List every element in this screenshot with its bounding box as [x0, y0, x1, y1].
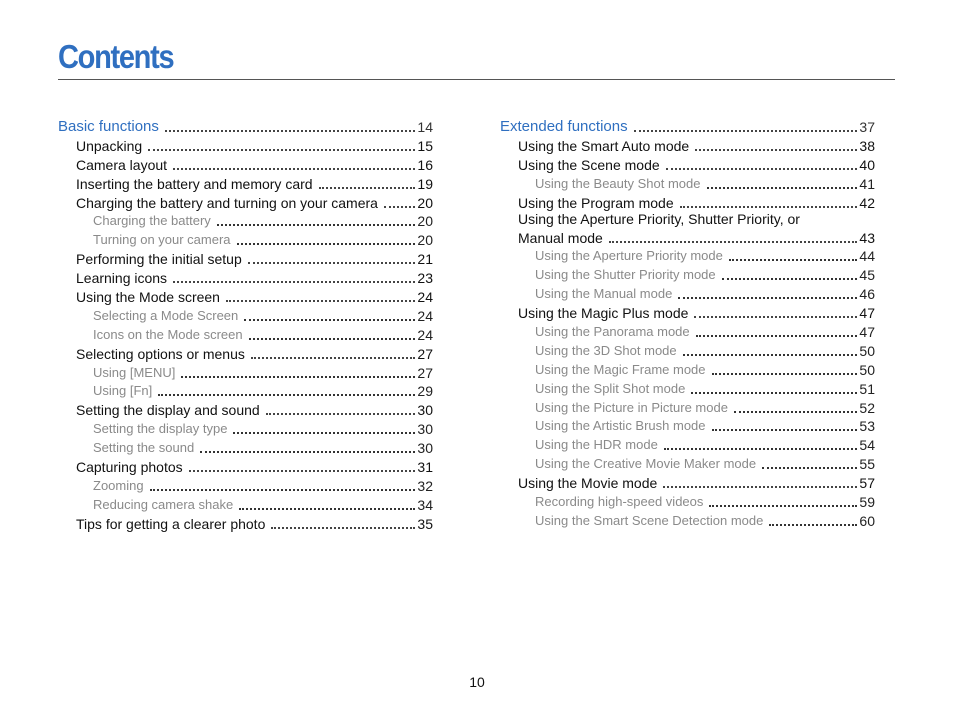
- toc-right-column: [500, 116, 875, 529]
- dot-leader: [709, 505, 857, 507]
- dot-leader: [707, 187, 858, 189]
- toc-entry-page: 53: [859, 418, 875, 435]
- toc-entry[interactable]: [500, 472, 875, 491]
- toc-entry-label: Setting the display type: [93, 421, 228, 437]
- toc-entry-page: 31: [417, 459, 433, 476]
- toc-entry[interactable]: [500, 416, 875, 435]
- toc-entry[interactable]: [58, 135, 433, 154]
- toc-entry-page: 50: [859, 342, 875, 359]
- toc-entry[interactable]: [500, 434, 875, 453]
- toc-entry-page: 42: [859, 194, 875, 211]
- page-number: 10: [469, 674, 485, 690]
- dot-leader: [165, 130, 416, 132]
- dot-leader: [729, 259, 858, 261]
- toc-entry[interactable]: [58, 229, 433, 248]
- toc-entry-page: 40: [859, 156, 875, 173]
- toc-entry-label: Using the Smart Auto mode: [518, 137, 690, 154]
- toc-entry[interactable]: [500, 192, 875, 211]
- toc-section-heading[interactable]: [500, 116, 875, 135]
- toc-entry[interactable]: [58, 154, 433, 173]
- dot-leader: [150, 489, 416, 491]
- toc-entry-label: Tips for getting a clearer photo: [76, 515, 266, 532]
- dot-leader: [217, 224, 416, 226]
- toc-entry[interactable]: [500, 359, 875, 378]
- toc-entry[interactable]: [500, 211, 875, 246]
- dot-leader: [233, 432, 415, 434]
- toc-entry-label: Using the Creative Movie Maker mode: [535, 456, 757, 472]
- toc-entry-label: Using [MENU]: [93, 364, 176, 380]
- toc-entry-page: 15: [417, 137, 433, 154]
- toc-section-heading[interactable]: [58, 116, 433, 135]
- toc-entry[interactable]: [58, 305, 433, 324]
- toc-entry[interactable]: [500, 154, 875, 173]
- toc-entry-label: Using the Movie mode: [518, 475, 658, 492]
- toc-entry-page: 19: [417, 175, 433, 192]
- toc-entry-page: 30: [417, 402, 433, 419]
- dot-leader: [189, 470, 416, 472]
- dot-leader: [696, 335, 858, 337]
- dot-leader: [158, 394, 415, 396]
- toc-entry-label: Selecting a Mode Screen: [93, 307, 239, 323]
- toc-entry[interactable]: [500, 491, 875, 510]
- toc-entry-page: 44: [859, 248, 875, 265]
- toc-entry-page: 37: [859, 119, 875, 135]
- toc-entry-label: Using the Mode screen: [76, 289, 220, 306]
- toc-entry-label: Using the Manual mode: [535, 286, 673, 302]
- toc-entry-label: Unpacking: [76, 137, 143, 154]
- dot-leader: [609, 241, 858, 243]
- toc-entry-label: Charging the battery: [93, 213, 211, 229]
- dot-leader: [181, 376, 415, 378]
- toc-entry-label: Selecting options or menus: [76, 345, 245, 362]
- toc-entry-label: Using the Magic Frame mode: [535, 361, 706, 377]
- toc-entry-label: Using the Beauty Shot mode: [535, 175, 701, 191]
- toc-entry-page: 24: [417, 307, 433, 324]
- toc-entry[interactable]: [58, 475, 433, 494]
- toc-entry[interactable]: [58, 324, 433, 343]
- toc-entry-label: Using the HDR mode: [535, 437, 658, 453]
- toc-entry-label: Using the Shutter Priority mode: [535, 267, 716, 283]
- toc-entry-page: 45: [859, 267, 875, 284]
- toc-entry[interactable]: [58, 211, 433, 230]
- toc-entry-label: Turning on your camera: [93, 232, 231, 248]
- toc-entry-label: Using the Aperture Priority mode: [535, 248, 723, 264]
- toc-entry-label: Using the Scene mode: [518, 156, 660, 173]
- toc-entry[interactable]: [58, 248, 433, 267]
- toc-entry-page: 55: [859, 456, 875, 473]
- toc-entry-page: 30: [417, 421, 433, 438]
- toc-entry-page: 14: [417, 119, 433, 135]
- toc-entry[interactable]: [500, 378, 875, 397]
- toc-entry-page: 54: [859, 437, 875, 454]
- toc-entry-label: Setting the sound: [93, 440, 195, 456]
- toc-entry-page: 59: [859, 494, 875, 511]
- dot-leader: [251, 357, 416, 359]
- dot-leader: [683, 354, 858, 356]
- toc-entry-label: Zooming: [93, 477, 144, 493]
- toc-entry[interactable]: [58, 513, 433, 532]
- toc-entry-label: Icons on the Mode screen: [93, 326, 243, 342]
- dot-leader: [271, 527, 415, 529]
- dot-leader: [244, 319, 415, 321]
- toc-entry-page: 24: [417, 326, 433, 343]
- toc-entry-label: Reducing camera shake: [93, 496, 234, 512]
- dot-leader: [694, 316, 857, 318]
- dot-leader: [148, 149, 415, 151]
- dot-leader: [200, 451, 415, 453]
- toc-entry-label: Inserting the battery and memory card: [76, 175, 313, 192]
- toc-entry[interactable]: [58, 343, 433, 362]
- dot-leader: [712, 429, 858, 431]
- dot-leader: [226, 300, 415, 302]
- toc-entry-page: 52: [859, 399, 875, 416]
- toc-entry[interactable]: [58, 381, 433, 400]
- toc-entry-label: Charging the battery and turning on your camera: [76, 194, 378, 211]
- toc-entry-page: 27: [417, 345, 433, 362]
- toc-entry[interactable]: [500, 302, 875, 321]
- toc-entry[interactable]: [58, 399, 433, 418]
- page-title: Contents: [58, 38, 174, 75]
- dot-leader: [678, 297, 857, 299]
- toc-entry[interactable]: [58, 192, 433, 211]
- toc-entry[interactable]: [58, 267, 433, 286]
- toc-entry[interactable]: [58, 362, 433, 381]
- toc-entry-page: 16: [417, 156, 433, 173]
- toc-entry-page: 35: [417, 515, 433, 532]
- toc-entry[interactable]: [500, 397, 875, 416]
- toc-entry-label: Camera layout: [76, 156, 168, 173]
- toc-entry[interactable]: [58, 418, 433, 437]
- toc-entry-label: Using the Smart Scene Detection mode: [535, 512, 764, 528]
- toc-entry-label: Using the Picture in Picture mode: [535, 399, 728, 415]
- dot-leader: [384, 206, 415, 208]
- toc-entry[interactable]: [500, 173, 875, 192]
- toc-entry-page: 34: [417, 496, 433, 513]
- toc-entry-label: Using the Artistic Brush mode: [535, 418, 706, 434]
- toc-entry-label: Recording high-speed videos: [535, 494, 704, 510]
- toc-entry[interactable]: [500, 321, 875, 340]
- toc-entry-label: Using the Magic Plus mode: [518, 305, 689, 322]
- toc-entry-page: 23: [417, 270, 433, 287]
- dot-leader: [722, 278, 858, 280]
- toc-entry-page: 29: [417, 383, 433, 400]
- toc-entry-page: 20: [417, 194, 433, 211]
- dot-leader: [266, 413, 416, 415]
- dot-leader: [769, 524, 857, 526]
- dot-leader: [173, 168, 415, 170]
- dot-leader: [248, 262, 416, 264]
- title-divider: [58, 79, 895, 80]
- toc-entry-label-continued: Manual mode: [518, 229, 603, 246]
- toc-entry-page: 50: [859, 361, 875, 378]
- toc-entry-page: 20: [417, 213, 433, 230]
- toc-entry-label: Setting the display and sound: [76, 402, 260, 419]
- dot-leader: [319, 187, 416, 189]
- toc-entry-label: Performing the initial setup: [76, 251, 242, 268]
- dot-leader: [173, 281, 415, 283]
- dot-leader: [664, 448, 858, 450]
- dot-leader: [762, 467, 857, 469]
- toc-entry-label: Using the Program mode: [518, 194, 674, 211]
- dot-leader: [666, 168, 858, 170]
- toc-entry[interactable]: [500, 453, 875, 472]
- dot-leader: [691, 392, 857, 394]
- toc-entry-label: Using the 3D Shot mode: [535, 342, 677, 358]
- toc-entry-page: 32: [417, 477, 433, 494]
- toc-entry-label: Using [Fn]: [93, 383, 153, 399]
- dot-leader: [680, 206, 858, 208]
- toc-entry[interactable]: [500, 510, 875, 529]
- dot-leader: [249, 338, 416, 340]
- dot-leader: [734, 411, 857, 413]
- toc-entry-label: Capturing photos: [76, 459, 183, 476]
- toc-entry-page: 51: [859, 380, 875, 397]
- toc-entry-page: 38: [859, 137, 875, 154]
- toc-entry[interactable]: [500, 340, 875, 359]
- toc-entry[interactable]: [58, 173, 433, 192]
- toc-entry-page: 47: [859, 305, 875, 322]
- toc-entry-label: Using the Split Shot mode: [535, 380, 686, 396]
- dot-leader: [239, 508, 415, 510]
- toc-entry-label: Using the Panorama mode: [535, 324, 690, 340]
- toc-entry-page: 21: [417, 251, 433, 268]
- toc-left-column: [58, 116, 433, 532]
- toc-entry[interactable]: [500, 264, 875, 283]
- toc-entry[interactable]: [500, 283, 875, 302]
- toc-entry-label: Using the Aperture Priority, Shutter Priority, or: [518, 210, 800, 227]
- toc-entry-page: 57: [859, 475, 875, 492]
- toc-entry-page: 20: [417, 232, 433, 249]
- toc-entry-page: 27: [417, 364, 433, 381]
- dot-leader: [634, 130, 858, 132]
- toc-entry-label: Basic functions: [58, 118, 159, 135]
- dot-leader: [663, 486, 857, 488]
- dot-leader: [712, 373, 858, 375]
- toc-entry[interactable]: [58, 456, 433, 475]
- toc-entry-page: 30: [417, 440, 433, 457]
- toc-entry[interactable]: [500, 135, 875, 154]
- toc-entry-label: Learning icons: [76, 270, 168, 287]
- dot-leader: [237, 243, 416, 245]
- toc-entry[interactable]: [58, 437, 433, 456]
- toc-entry-page: 41: [859, 175, 875, 192]
- toc-entry[interactable]: [58, 494, 433, 513]
- toc-entry[interactable]: [500, 246, 875, 265]
- toc-entry-page: 43: [859, 229, 875, 246]
- toc-entry[interactable]: [58, 286, 433, 305]
- toc-entry-label: Extended functions: [500, 118, 628, 135]
- toc-entry-page: 24: [417, 289, 433, 306]
- toc-entry-page: 47: [859, 324, 875, 341]
- dot-leader: [695, 149, 857, 151]
- toc-entry-page: 46: [859, 286, 875, 303]
- toc-entry-page: 60: [859, 512, 875, 529]
